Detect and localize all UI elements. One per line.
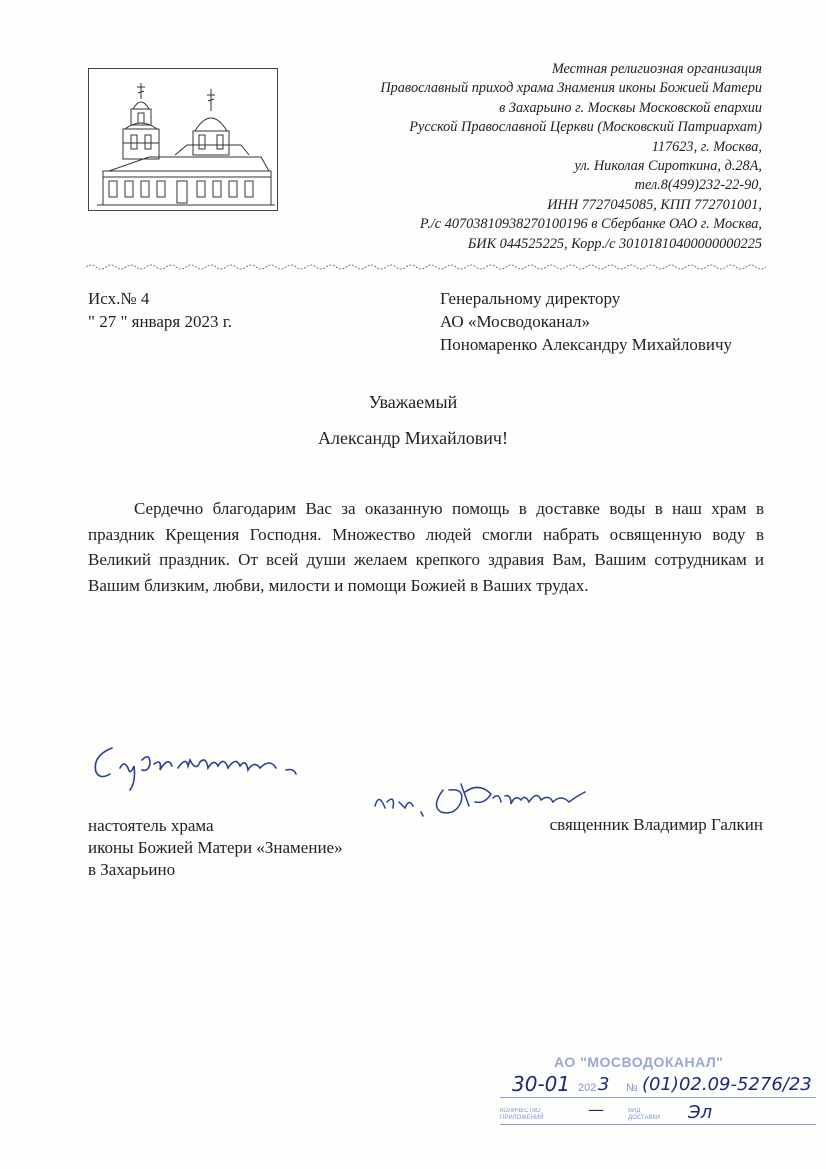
position-line: настоятель храма (88, 816, 214, 835)
position-line: иконы Божией Матери «Знамение» (88, 838, 343, 857)
stamp-number-label: № (626, 1082, 638, 1094)
signatory-name: священник Владимир Галкин (549, 815, 763, 834)
stamp-underline (500, 1124, 816, 1125)
addressee-position: Генеральному директору (440, 289, 621, 308)
reference-number: Исх.№ 4 (88, 289, 150, 308)
position-line: в Захарьино (88, 860, 176, 879)
handwritten-closing (90, 738, 310, 798)
reference-date: " 27 " января 2023 г. (88, 312, 233, 331)
addressee-name: Пономаренко Александру Михайловичу (440, 335, 733, 354)
greeting-line1: Уважаемый (368, 392, 458, 412)
organization-details (292, 60, 762, 254)
stamp-label-delivery: ВИД ДОСТАВКИ (628, 1108, 661, 1121)
stamp-attachments: — (588, 1100, 604, 1119)
greeting-line2: Александр Михайлович! (318, 428, 508, 448)
org-line: ул. Николая Сироткина, д.28А, (574, 158, 762, 175)
org-line: тел.8(499)232-22-90, (634, 177, 762, 194)
church-logo (88, 68, 278, 211)
stamp-reg-number: (01)02.09-5276/23 (642, 1074, 812, 1095)
org-line: Р./с 40703810938270100196 в Сбербанке ОАО г. Москва, (419, 216, 762, 233)
org-line: БИК 044525225, Корр./с 30101810400000000225 (467, 235, 762, 252)
registration-stamp (486, 1054, 816, 1164)
stamp-underline (500, 1097, 816, 1098)
stamp-year-prefix: 202 (578, 1082, 597, 1094)
org-line: Православный приход храма Знамения иконы Божией Матери (380, 80, 762, 97)
signatory-position (88, 815, 343, 881)
org-line: Русской Православной Церкви (Московский Патриархат) (409, 119, 762, 136)
addressee-block (440, 287, 732, 356)
addressee-company: АО «Мосводоканал» (440, 312, 591, 331)
stamp-label-attachments: КОЛИЧЕСТВО ПРИЛОЖЕНИЙ (500, 1108, 544, 1121)
letterhead-divider (86, 262, 766, 272)
stamp-date: 30-01 (512, 1072, 571, 1096)
letter-body: Сердечно благодарим Вас за оказанную помощь в доставке воды в наш храм в праздник Крещения Господня. Множество людей смогли набрать освященную воду в Великий праздник. От всей души желаем крепкого здравия Вам, Вашим сотрудникам и Вашим близким, любви, милости и помощи Божией в Ваших трудах. (88, 499, 764, 595)
stamp-delivery: Эл (688, 1102, 713, 1123)
org-line: в Захарьино г. Москвы Московской епархии (499, 99, 762, 116)
church-icon (89, 69, 277, 210)
org-line: 117623, г. Москва, (651, 138, 762, 155)
stamp-year: 3 (598, 1074, 610, 1095)
outgoing-reference (88, 287, 232, 333)
stamp-organization: АО "МОСВОДОКАНАЛ" (554, 1054, 724, 1070)
org-line: Местная религиозная организация (551, 61, 762, 77)
org-line: ИНН 7727045085, КПП 772701001, (547, 196, 762, 213)
